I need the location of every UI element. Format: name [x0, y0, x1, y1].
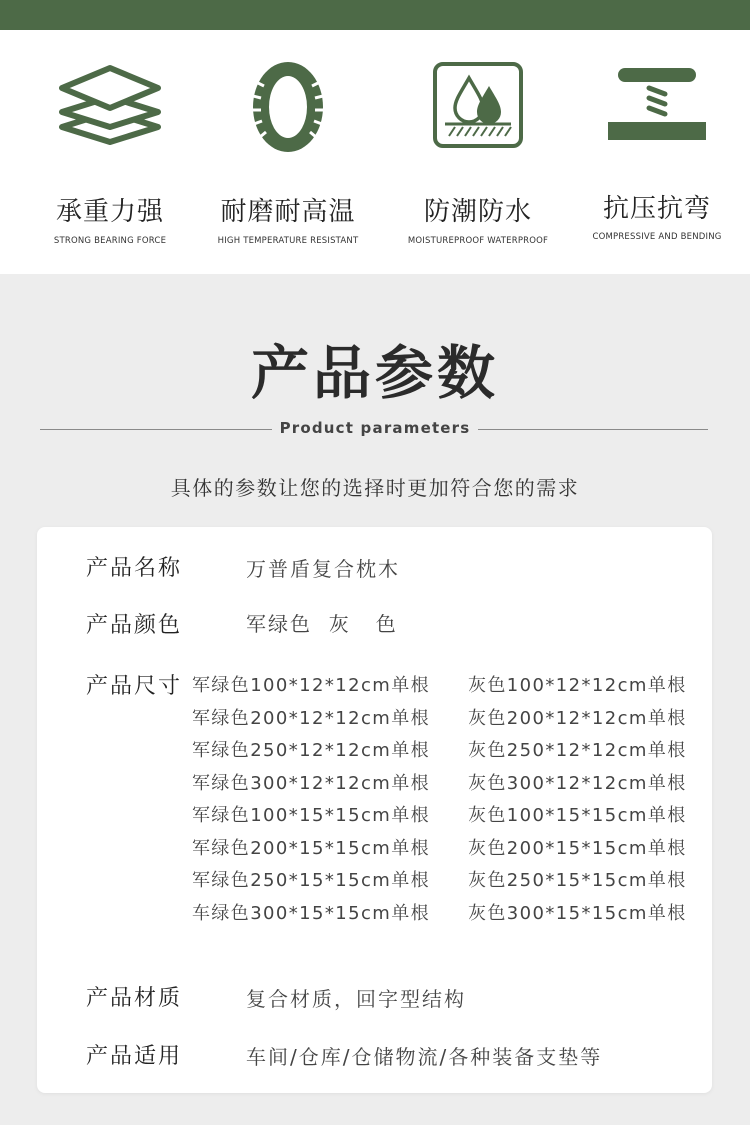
feature-title: 耐磨耐高温 [220, 197, 356, 227]
feature-compressive [567, 60, 747, 260]
stacked-layers-icon [55, 60, 165, 150]
size-item: 军绿色300*12*12cm单根 [192, 773, 430, 794]
spec-label-usage: 产品适用 [86, 1044, 183, 1069]
size-item: 灰色250*15*15cm单根 [468, 870, 687, 891]
size-item: 军绿色200*15*15cm单根 [192, 838, 430, 859]
size-item: 军绿色100*15*15cm单根 [192, 805, 430, 826]
size-item: 车绿色300*15*15cm单根 [192, 903, 430, 924]
feature-subtitle: COMPRESSIVE AND BENDING [592, 232, 722, 242]
feature-wear-resistant [198, 60, 378, 260]
spec-label-color: 产品颜色 [86, 613, 183, 638]
feature-bearing [20, 60, 200, 260]
top-color-bar [0, 0, 750, 30]
spec-value-name: 万普盾复合枕木 [246, 557, 400, 581]
feature-waterproof [388, 60, 568, 260]
section-description: 具体的参数让您的选择时更加符合您的需求 [170, 476, 580, 500]
size-item: 灰色250*12*12cm单根 [468, 740, 687, 761]
feature-title: 承重力强 [55, 197, 164, 227]
size-item: 灰色200*12*12cm单根 [468, 708, 687, 729]
spec-label-material: 产品材质 [86, 986, 183, 1011]
size-item: 灰色300*12*12cm单根 [468, 773, 687, 794]
feature-title: 抗压抗弯 [602, 194, 711, 224]
size-item: 军绿色100*12*12cm单根 [192, 675, 430, 696]
feature-subtitle: STRONG BEARING FORCE [53, 236, 167, 246]
water-drops-icon [423, 60, 533, 150]
spec-label-size: 产品尺寸 [86, 674, 183, 699]
spec-value-usage: 车间/仓库/仓储物流/各种装备支垫等 [246, 1045, 603, 1069]
compression-spring-icon [602, 60, 712, 150]
feature-subtitle: MOISTUREPROOF WATERPROOF [407, 236, 549, 246]
size-item: 军绿色250*15*15cm单根 [192, 870, 430, 891]
spec-label-name: 产品名称 [86, 556, 183, 581]
spec-value-material: 复合材质，回字型结构 [246, 987, 466, 1011]
spec-card [37, 527, 712, 1093]
tire-icon [233, 60, 343, 155]
size-item: 军绿色250*12*12cm单根 [192, 740, 430, 761]
feature-title: 防潮防水 [423, 197, 532, 227]
section-title: 产品参数 [250, 339, 499, 407]
feature-strip [0, 30, 750, 274]
feature-subtitle: HIGH TEMPERATURE RESISTANT [217, 236, 359, 246]
spec-value-color: 军绿色 灰 色 [246, 612, 398, 636]
section-subtitle: Product parameters [279, 419, 471, 437]
size-item: 灰色100*12*12cm单根 [468, 675, 687, 696]
size-item: 灰色100*15*15cm单根 [468, 805, 687, 826]
size-item: 灰色200*15*15cm单根 [468, 838, 687, 859]
size-item: 军绿色200*12*12cm单根 [192, 708, 430, 729]
size-item: 灰色300*15*15cm单根 [468, 903, 687, 924]
